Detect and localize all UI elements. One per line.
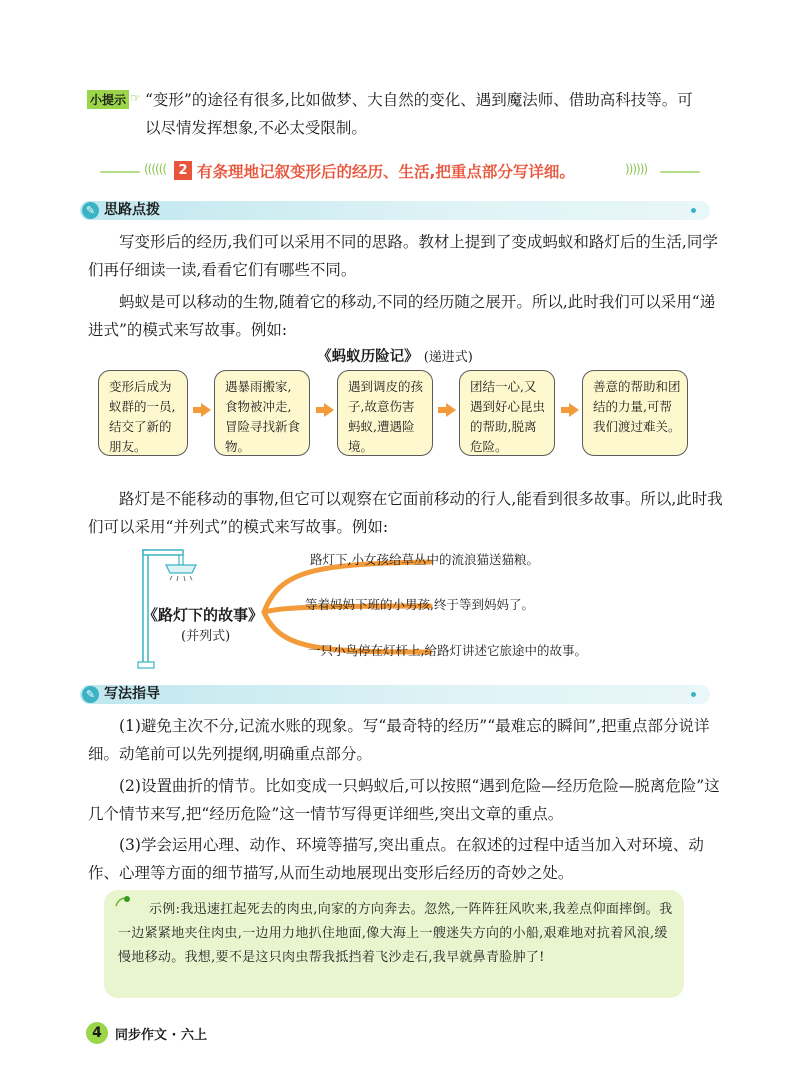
flow-arrow-3-bar [438,407,446,413]
lamp-mode: (并列式) [181,629,231,644]
guide-header [80,685,710,704]
approach-paragraph-3: 路灯是不能移动的事物,但它可以观察在它面前移动的行人,能看到很多故事。所以,此时我们可以采用“并列式”的模式来写故事。例如: [88,490,723,536]
header-dot [691,692,696,697]
approach-header [80,201,710,220]
section-title: 有条理地记叙变形后的经历、生活,把重点部分写详细。 [197,163,575,181]
flow-mode: (递进式) [423,350,473,365]
pencil-icon: ✎ [82,202,99,219]
flow-box-1: 变形后成为蚁群的一员,结交了新的朋友。 [98,370,188,456]
approach-paragraph-2: 蚂蚁是可以移动的生物,随着它的移动,不同的经历随之展开。所以,此时我们可以采用“递进式”的模式来写故事。例如: [88,293,716,339]
flow-box-2: 遇暴雨搬家,食物被冲走,冒险寻找新食物。 [214,370,310,456]
tip-text [145,86,725,142]
lamp-story-2: 等着妈妈下班的小男孩,终于等到妈妈了。 [305,597,534,612]
tip-line-1: “变形”的途径有很多,比如做梦、大自然的变化、遇到魔法师、借助高科技等。可 [145,91,693,109]
guide-title: 写法指导 [104,686,160,702]
approach-paragraph-1: 写变形后的经历,我们可以采用不同的思路。教材上提到了变成蚂蚁和路灯后的生活,同学们再仔细读一读,看看它们有哪些不同。 [88,233,718,279]
page-number: 4 [86,1022,108,1044]
flow-arrow-1-bar [193,407,201,413]
tip-line-2: 以尽情发挥想象,不必太受限制。 [145,119,367,137]
pencil-icon: ✎ [82,686,99,703]
banner-line-left [100,171,140,173]
lamp-title: 《路灯下的故事》 [143,606,264,624]
flow-arrow-2 [324,403,334,417]
guide-point-1: (1)避免主次不分,记流水账的现象。写“最奇特的经历”“最难忘的瞬间”,把重点部分说详细。动笔前可以先列提纲,明确重点部分。 [88,717,710,763]
flow-arrow-4 [569,403,579,417]
lamp-story-3: 一只小鸟停在灯杆上,给路灯讲述它旅途中的故事。 [308,643,587,658]
flow-title-text: 《蚂蚁历险记》 [317,348,419,365]
banner-line-right [660,171,700,173]
flow-arrow-2-bar [316,407,324,413]
flow-arrow-4-bar [561,407,569,413]
header-dot [691,208,696,213]
flow-arrow-3 [446,403,456,417]
flow-box-3: 遇到调皮的孩子,故意伤害蚂蚁,遭遇险境。 [337,370,433,456]
section-banner [100,160,700,184]
flow-box-5: 善意的帮助和团结的力量,可帮我们渡过难关。 [582,370,688,456]
flow-box-4: 团结一心,又遇到好心昆虫的帮助,脱离危险。 [459,370,555,456]
banner-ticks-right: )))))) [625,162,648,176]
guide-point-3: (3)学会运用心理、动作、环境等描写,突出重点。在叙述的过程中适当加入对环境、动作、心理等方面的细节描写,从而生动地展现出变形后经历的奇妙之处。 [88,836,704,882]
approach-title: 思路点拨 [104,202,160,218]
example-box [104,890,684,998]
guide-point-2: (2)设置曲折的情节。比如变成一只蚂蚁后,可以按照“遇到危险—经历危险—脱离危险”这几个情节来写,把“经历危险”这一情节写得更详细些,突出文章的重点。 [88,777,720,823]
pointing-hand-icon: ☞ [130,91,141,105]
section-number: 2 [174,161,192,180]
banner-ticks-left: (((((( [144,162,167,176]
flow-arrow-1 [201,403,211,417]
example-text: 示例:我迅速扛起死去的肉虫,向家的方向奔去。忽然,一阵阵狂风吹来,我差点仰面摔倒。我一边紧紧地夹住肉虫,一边用力地扒住地面,像大海上一艘迷失方向的小船,艰难地对抗着风浪,缓慢地移动。我想,要不是这只肉虫帮我抵挡着飞沙走石,我早就鼻青脸肿了! [118,902,673,965]
flow-title [0,345,790,366]
book-title: 同步作文 · 六上 [115,1028,207,1043]
tip-badge: 小提示 [87,90,129,109]
lamp-story-1: 路灯下,小女孩给草丛中的流浪猫送猫粮。 [310,552,539,567]
